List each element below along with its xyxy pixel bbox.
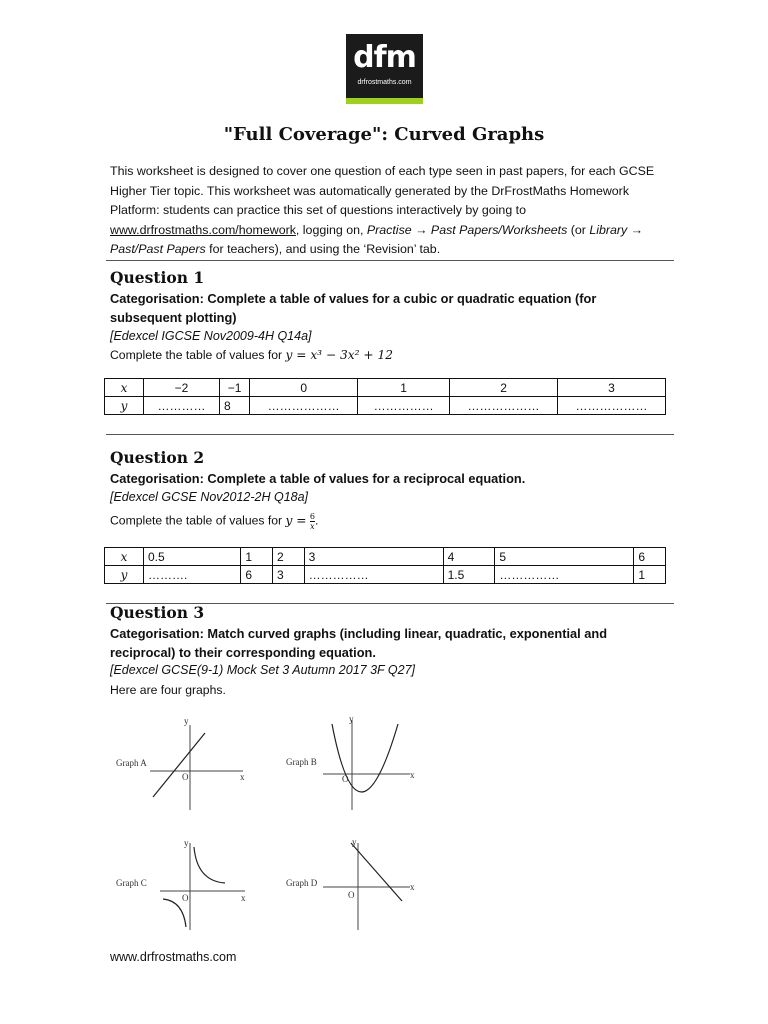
dfm-logo xyxy=(346,34,423,104)
axis-label-y: y xyxy=(184,716,189,726)
table-row-x xyxy=(105,548,666,566)
axis-label-x: x xyxy=(410,770,415,780)
question-1-instruction xyxy=(110,348,393,362)
table-cell: ………. xyxy=(144,566,241,584)
intro-text-4: for teachers), and using the ‘Revision’ tab. xyxy=(205,242,441,256)
logo-text: dfm xyxy=(353,40,416,75)
table-cell: 1 xyxy=(358,379,450,397)
table-row-y xyxy=(105,397,666,415)
question-1-categorisation: Categorisation: Complete a table of values for a cubic or quadratic equation (for subsequent plotting) xyxy=(110,291,597,325)
homework-link[interactable]: www.drfrostmaths.com/homework xyxy=(110,222,296,237)
table-header-x: x xyxy=(105,548,144,566)
fraction-denominator: x xyxy=(310,522,315,531)
question-2-title: Question 2 xyxy=(110,448,205,467)
library-path: Library → Past/Past Papers xyxy=(110,222,644,256)
graph-a-label: Graph A xyxy=(116,758,147,768)
graph-c xyxy=(155,835,250,935)
table-cell: 1 xyxy=(241,548,273,566)
table-row-x xyxy=(105,379,666,397)
table-cell: 0.5 xyxy=(144,548,241,566)
question-2-instruction-text: Complete the table of values for xyxy=(110,513,286,528)
table-cell: 0 xyxy=(250,379,358,397)
table-cell: ……………… xyxy=(558,397,666,415)
question-1-equation: y = x³ − 3x² + 12 xyxy=(285,348,394,362)
graph-a xyxy=(145,715,250,815)
question-2-categorisation: Categorisation: Complete a table of values for a reciprocal equation. xyxy=(110,471,526,486)
question-3-instruction: Here are four graphs. xyxy=(110,683,226,697)
intro-text-2: , logging on, xyxy=(295,222,367,237)
table-cell: 6 xyxy=(241,566,273,584)
table-cell: 1 xyxy=(634,566,666,584)
axis-label-x: x xyxy=(240,772,245,782)
question-3-source: [Edexcel GCSE(9-1) Mock Set 3 Autumn 2017 3F Q27] xyxy=(110,663,416,677)
question-1-instruction-text: Complete the table of values for xyxy=(110,348,286,362)
table-cell: 4 xyxy=(443,548,495,566)
table-header-y: y xyxy=(105,397,144,415)
axis-label-x: x xyxy=(410,882,415,892)
table-cell: …………… xyxy=(358,397,450,415)
table-cell: 2 xyxy=(272,548,304,566)
divider xyxy=(106,434,674,435)
origin-label: O xyxy=(182,893,189,903)
graph-curve-positive xyxy=(194,847,225,883)
question-3-title: Question 3 xyxy=(110,603,205,622)
table-cell: …………… xyxy=(304,566,443,584)
graph-d-label: Graph D xyxy=(286,878,318,888)
logo-accent-bar xyxy=(346,98,423,104)
page-title: "Full Coverage": Curved Graphs xyxy=(223,124,545,145)
question-2-instruction xyxy=(110,512,318,531)
table-cell: 3 xyxy=(558,379,666,397)
divider xyxy=(106,260,674,261)
graph-curve-negative xyxy=(163,899,186,927)
question-1-source: [Edexcel IGCSE Nov2009-4H Q14a] xyxy=(110,329,312,343)
question-2-equation-lhs: y = xyxy=(285,513,307,528)
intro-text-1: This worksheet is designed to cover one question of each type seen in past papers, for each GCSE Higher Tier topic. This worksheet was automatically generated by the DrFrostMaths Homework Platform: students can practice this set of questions interactively by going to xyxy=(110,164,655,217)
axis-label-y: y xyxy=(184,838,189,848)
table-cell: ……………… xyxy=(450,397,558,415)
table-header-x: x xyxy=(105,379,144,397)
question-1-title: Question 1 xyxy=(110,268,205,287)
table-row-y xyxy=(105,566,666,584)
question-2-table xyxy=(104,547,666,584)
table-cell: ………… xyxy=(144,397,220,415)
graph-c-label: Graph C xyxy=(116,878,147,888)
intro-text-3: (or xyxy=(567,222,590,237)
question-3-categorisation: Categorisation: Match curved graphs (including linear, quadratic, exponential and reciprocal) to their corresponding equation. xyxy=(110,626,608,660)
logo-site: drfrostmaths.com xyxy=(357,79,412,86)
origin-label: O xyxy=(182,772,189,782)
table-cell: …………… xyxy=(495,566,634,584)
table-cell: 8 xyxy=(219,397,249,415)
table-cell: −2 xyxy=(144,379,220,397)
table-cell: −1 xyxy=(219,379,249,397)
graph-d xyxy=(318,835,418,935)
axis-label-y: y xyxy=(349,714,354,724)
practise-path: Practise → Past Papers/Worksheets xyxy=(366,222,568,237)
table-cell: 5 xyxy=(495,548,634,566)
question-1-table xyxy=(104,378,666,415)
table-cell: 3 xyxy=(304,548,443,566)
table-cell: 6 xyxy=(634,548,666,566)
graph-b xyxy=(318,712,418,812)
table-cell: ……………… xyxy=(250,397,358,415)
origin-label: O xyxy=(342,774,349,784)
question-2-source: [Edexcel GCSE Nov2012-2H Q18a] xyxy=(110,490,309,504)
table-cell: 1.5 xyxy=(443,566,495,584)
axis-label-x: x xyxy=(241,893,246,903)
intro-paragraph xyxy=(110,162,680,260)
graph-b-label: Graph B xyxy=(286,757,317,767)
footer-url: www.drfrostmaths.com xyxy=(110,950,237,964)
fraction-numerator: 6 xyxy=(309,512,315,521)
table-cell: 3 xyxy=(272,566,304,584)
question-2-equation-end: . xyxy=(314,513,319,528)
origin-label: O xyxy=(348,890,355,900)
table-header-y: y xyxy=(105,566,144,584)
graph-curve xyxy=(153,733,205,797)
table-cell: 2 xyxy=(450,379,558,397)
graph-curve xyxy=(351,843,402,901)
axis-label-y: y xyxy=(352,837,357,847)
